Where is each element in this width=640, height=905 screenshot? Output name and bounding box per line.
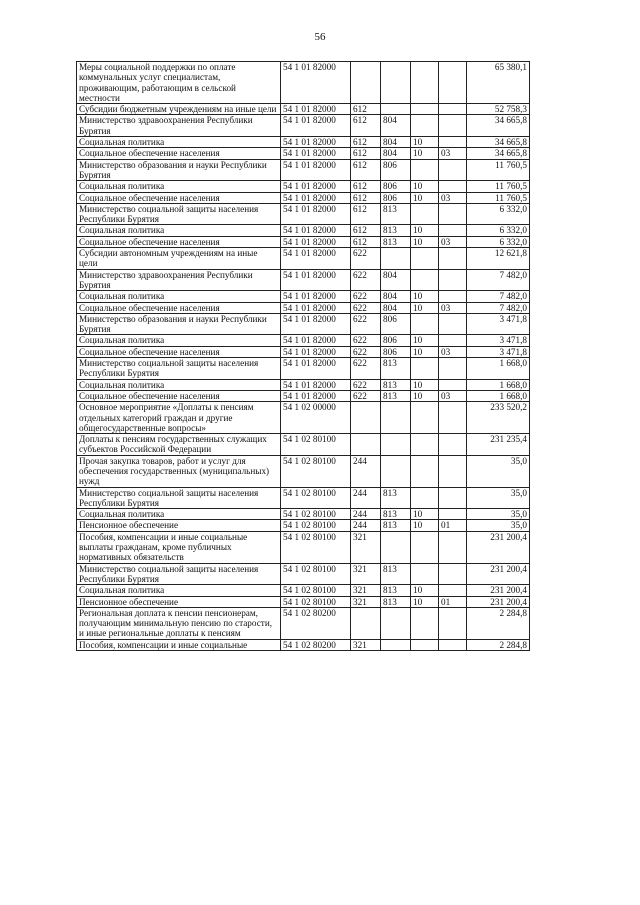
row-name-cell: Министерство здравоохранения Республики Бурятия <box>77 269 281 291</box>
row-ministry-code-cell: 804 <box>381 302 411 313</box>
row-name-cell: Министерство социальной защиты населения Республики Бурятия <box>77 563 281 585</box>
row-expense-type-cell: 244 <box>351 487 381 509</box>
row-target-code-cell: 54 1 01 82000 <box>281 137 351 148</box>
row-name-cell: Министерство социальной защиты населения Республики Бурятия <box>77 358 281 380</box>
row-amount-cell: 233 520,2 <box>467 402 530 434</box>
row-expense-type-cell: 612 <box>351 148 381 159</box>
row-subsection-cell: 01 <box>439 520 467 531</box>
row-name-cell: Меры социальной поддержки по оплате коммунальных услуг специалистам, проживающим, работающим в сельской местности <box>77 62 281 104</box>
row-amount-cell: 3 471,8 <box>467 346 530 357</box>
row-amount-cell: 11 760,5 <box>467 181 530 192</box>
row-ministry-code-cell: 806 <box>381 335 411 346</box>
row-section-cell <box>411 434 439 456</box>
row-amount-cell: 34 665,8 <box>467 115 530 137</box>
row-target-code-cell: 54 1 01 82000 <box>281 335 351 346</box>
table-row <box>77 531 530 563</box>
row-ministry-code-cell: 813 <box>381 487 411 509</box>
row-ministry-code-cell <box>381 531 411 563</box>
row-ministry-code-cell <box>381 248 411 270</box>
table-row <box>77 159 530 181</box>
row-subsection-cell <box>439 248 467 270</box>
row-target-code-cell: 54 1 01 82000 <box>281 291 351 302</box>
row-subsection-cell <box>439 104 467 115</box>
row-expense-type-cell: 612 <box>351 104 381 115</box>
row-amount-cell: 6 332,0 <box>467 236 530 247</box>
row-target-code-cell: 54 1 01 82000 <box>281 181 351 192</box>
row-name-cell: Социальная политика <box>77 291 281 302</box>
row-name-cell: Основное мероприятие «Доплаты к пенсиям отдельных категорий граждан и другие общегосударственные вопросы» <box>77 402 281 434</box>
row-name-cell: Социальное обеспечение населения <box>77 236 281 247</box>
row-name-cell: Субсидии автономным учреждениям на иные цели <box>77 248 281 270</box>
row-expense-type-cell: 612 <box>351 159 381 181</box>
row-name-cell: Социальная политика <box>77 181 281 192</box>
row-name-cell: Министерство социальной защиты населения Республики Бурятия <box>77 203 281 225</box>
row-section-cell <box>411 159 439 181</box>
row-section-cell <box>411 62 439 104</box>
row-target-code-cell: 54 1 01 82000 <box>281 115 351 137</box>
row-name-cell: Пособия, компенсации и иные социальные <box>77 639 281 650</box>
row-subsection-cell <box>439 509 467 520</box>
row-ministry-code-cell: 806 <box>381 159 411 181</box>
table-row <box>77 115 530 137</box>
row-subsection-cell <box>439 291 467 302</box>
row-section-cell: 10 <box>411 596 439 607</box>
row-amount-cell: 231 200,4 <box>467 596 530 607</box>
row-subsection-cell <box>439 137 467 148</box>
table-row <box>77 192 530 203</box>
row-expense-type-cell: 622 <box>351 335 381 346</box>
row-amount-cell: 6 332,0 <box>467 225 530 236</box>
row-target-code-cell: 54 1 01 82000 <box>281 346 351 357</box>
row-section-cell: 10 <box>411 346 439 357</box>
row-subsection-cell <box>439 585 467 596</box>
page-number: 56 <box>314 31 326 43</box>
row-ministry-code-cell <box>381 104 411 115</box>
row-ministry-code-cell: 804 <box>381 291 411 302</box>
table-row <box>77 269 530 291</box>
table-row <box>77 596 530 607</box>
row-section-cell: 10 <box>411 148 439 159</box>
table-row <box>77 335 530 346</box>
row-subsection-cell: 03 <box>439 236 467 247</box>
row-target-code-cell: 54 1 02 80100 <box>281 596 351 607</box>
row-subsection-cell <box>439 335 467 346</box>
row-subsection-cell: 01 <box>439 596 467 607</box>
row-amount-cell: 12 621,8 <box>467 248 530 270</box>
row-amount-cell: 2 284,8 <box>467 607 530 639</box>
row-section-cell <box>411 402 439 434</box>
row-subsection-cell <box>439 402 467 434</box>
table-row <box>77 236 530 247</box>
row-amount-cell: 6 332,0 <box>467 203 530 225</box>
table-row <box>77 203 530 225</box>
row-ministry-code-cell <box>381 455 411 487</box>
row-amount-cell: 2 284,8 <box>467 639 530 650</box>
row-ministry-code-cell: 806 <box>381 181 411 192</box>
row-amount-cell: 1 668,0 <box>467 358 530 380</box>
row-ministry-code-cell <box>381 639 411 650</box>
row-expense-type-cell <box>351 402 381 434</box>
row-section-cell <box>411 104 439 115</box>
row-amount-cell: 35,0 <box>467 520 530 531</box>
row-ministry-code-cell <box>381 607 411 639</box>
row-expense-type-cell: 612 <box>351 115 381 137</box>
table-row <box>77 181 530 192</box>
row-name-cell: Пенсионное обеспечение <box>77 596 281 607</box>
row-amount-cell: 35,0 <box>467 509 530 520</box>
row-name-cell: Социальная политика <box>77 585 281 596</box>
row-target-code-cell: 54 1 02 80100 <box>281 434 351 456</box>
row-target-code-cell: 54 1 02 80200 <box>281 607 351 639</box>
row-target-code-cell: 54 1 01 82000 <box>281 148 351 159</box>
row-ministry-code-cell: 804 <box>381 137 411 148</box>
row-subsection-cell <box>439 115 467 137</box>
table-row <box>77 225 530 236</box>
table-row <box>77 563 530 585</box>
row-name-cell: Прочая закупка товаров, работ и услуг для обеспечения государственных (муниципальных) нужд <box>77 455 281 487</box>
row-ministry-code-cell: 813 <box>381 225 411 236</box>
row-expense-type-cell: 612 <box>351 225 381 236</box>
row-expense-type-cell: 622 <box>351 302 381 313</box>
row-section-cell <box>411 607 439 639</box>
row-section-cell: 10 <box>411 236 439 247</box>
row-section-cell <box>411 313 439 335</box>
row-expense-type-cell: 622 <box>351 379 381 390</box>
table-row <box>77 137 530 148</box>
table-row <box>77 313 530 335</box>
row-amount-cell: 3 471,8 <box>467 313 530 335</box>
table-row <box>77 402 530 434</box>
row-section-cell <box>411 563 439 585</box>
row-amount-cell: 3 471,8 <box>467 335 530 346</box>
row-name-cell: Министерство образования и науки Республики Бурятия <box>77 313 281 335</box>
table-row <box>77 248 530 270</box>
row-name-cell: Региональная доплата к пенсии пенсионерам, получающим минимальную пенсию по старости, и иные региональные доплаты к пенсиям <box>77 607 281 639</box>
row-section-cell: 10 <box>411 585 439 596</box>
row-target-code-cell: 54 1 02 80100 <box>281 509 351 520</box>
row-expense-type-cell <box>351 62 381 104</box>
row-name-cell: Социальная политика <box>77 335 281 346</box>
row-section-cell: 10 <box>411 509 439 520</box>
row-section-cell <box>411 358 439 380</box>
row-name-cell: Социальное обеспечение населения <box>77 346 281 357</box>
table-row <box>77 62 530 104</box>
row-expense-type-cell: 622 <box>351 313 381 335</box>
row-subsection-cell <box>439 313 467 335</box>
row-expense-type-cell: 612 <box>351 203 381 225</box>
row-subsection-cell <box>439 62 467 104</box>
row-expense-type-cell: 321 <box>351 585 381 596</box>
table-row <box>77 302 530 313</box>
row-section-cell: 10 <box>411 291 439 302</box>
row-target-code-cell: 54 1 02 80100 <box>281 455 351 487</box>
budget-table <box>76 61 530 651</box>
row-expense-type-cell: 612 <box>351 181 381 192</box>
row-section-cell: 10 <box>411 137 439 148</box>
row-target-code-cell: 54 1 02 80100 <box>281 520 351 531</box>
row-ministry-code-cell: 804 <box>381 269 411 291</box>
row-name-cell: Социальное обеспечение населения <box>77 192 281 203</box>
row-target-code-cell: 54 1 02 80100 <box>281 585 351 596</box>
row-target-code-cell: 54 1 01 82000 <box>281 62 351 104</box>
row-section-cell: 10 <box>411 379 439 390</box>
row-ministry-code-cell: 813 <box>381 596 411 607</box>
table-row <box>77 358 530 380</box>
row-target-code-cell: 54 1 01 82000 <box>281 104 351 115</box>
row-target-code-cell: 54 1 01 82000 <box>281 159 351 181</box>
row-target-code-cell: 54 1 02 80100 <box>281 487 351 509</box>
row-amount-cell: 7 482,0 <box>467 302 530 313</box>
row-name-cell: Социальное обеспечение населения <box>77 302 281 313</box>
table-row <box>77 390 530 401</box>
row-section-cell: 10 <box>411 390 439 401</box>
row-section-cell: 10 <box>411 192 439 203</box>
row-subsection-cell <box>439 358 467 380</box>
row-ministry-code-cell <box>381 434 411 456</box>
row-name-cell: Социальная политика <box>77 225 281 236</box>
row-ministry-code-cell: 813 <box>381 358 411 380</box>
row-target-code-cell: 54 1 01 82000 <box>281 248 351 270</box>
row-amount-cell: 1 668,0 <box>467 379 530 390</box>
row-expense-type-cell: 622 <box>351 358 381 380</box>
row-subsection-cell: 03 <box>439 346 467 357</box>
row-amount-cell: 11 760,5 <box>467 192 530 203</box>
row-amount-cell: 1 668,0 <box>467 390 530 401</box>
row-target-code-cell: 54 1 01 82000 <box>281 390 351 401</box>
row-ministry-code-cell: 813 <box>381 520 411 531</box>
row-subsection-cell: 03 <box>439 390 467 401</box>
row-expense-type-cell: 622 <box>351 269 381 291</box>
row-ministry-code-cell: 806 <box>381 346 411 357</box>
row-ministry-code-cell: 813 <box>381 390 411 401</box>
row-subsection-cell <box>439 159 467 181</box>
row-expense-type-cell: 321 <box>351 596 381 607</box>
row-subsection-cell <box>439 225 467 236</box>
row-section-cell: 10 <box>411 520 439 531</box>
row-expense-type-cell <box>351 607 381 639</box>
table-row <box>77 509 530 520</box>
row-section-cell <box>411 203 439 225</box>
row-subsection-cell <box>439 269 467 291</box>
table-row <box>77 455 530 487</box>
row-target-code-cell: 54 1 01 82000 <box>281 358 351 380</box>
row-section-cell <box>411 269 439 291</box>
row-target-code-cell: 54 1 01 82000 <box>281 203 351 225</box>
row-target-code-cell: 54 1 01 82000 <box>281 302 351 313</box>
row-section-cell <box>411 455 439 487</box>
row-ministry-code-cell: 813 <box>381 236 411 247</box>
row-expense-type-cell: 321 <box>351 639 381 650</box>
row-amount-cell: 231 200,4 <box>467 585 530 596</box>
row-target-code-cell: 54 1 01 82000 <box>281 236 351 247</box>
row-ministry-code-cell: 804 <box>381 148 411 159</box>
row-ministry-code-cell <box>381 402 411 434</box>
row-target-code-cell: 54 1 01 82000 <box>281 192 351 203</box>
row-subsection-cell <box>439 639 467 650</box>
row-section-cell <box>411 487 439 509</box>
row-expense-type-cell: 244 <box>351 455 381 487</box>
row-expense-type-cell: 612 <box>351 236 381 247</box>
row-expense-type-cell: 612 <box>351 137 381 148</box>
table-row <box>77 104 530 115</box>
row-subsection-cell <box>439 563 467 585</box>
table-row <box>77 434 530 456</box>
table-row <box>77 148 530 159</box>
row-target-code-cell: 54 1 01 82000 <box>281 379 351 390</box>
row-ministry-code-cell: 813 <box>381 509 411 520</box>
row-subsection-cell <box>439 531 467 563</box>
row-amount-cell: 34 665,8 <box>467 137 530 148</box>
row-expense-type-cell: 622 <box>351 390 381 401</box>
row-ministry-code-cell: 806 <box>381 192 411 203</box>
row-name-cell: Социальная политика <box>77 137 281 148</box>
row-expense-type-cell: 321 <box>351 563 381 585</box>
row-expense-type-cell: 612 <box>351 192 381 203</box>
row-expense-type-cell: 622 <box>351 346 381 357</box>
row-expense-type-cell: 622 <box>351 248 381 270</box>
row-target-code-cell: 54 1 02 80200 <box>281 639 351 650</box>
row-subsection-cell <box>439 181 467 192</box>
row-expense-type-cell: 244 <box>351 520 381 531</box>
row-name-cell: Социальное обеспечение населения <box>77 148 281 159</box>
row-ministry-code-cell: 813 <box>381 379 411 390</box>
row-section-cell <box>411 248 439 270</box>
row-name-cell: Социальная политика <box>77 379 281 390</box>
row-section-cell <box>411 639 439 650</box>
row-name-cell: Министерство социальной защиты населения Республики Бурятия <box>77 487 281 509</box>
row-target-code-cell: 54 1 01 82000 <box>281 225 351 236</box>
budget-table-body <box>77 62 530 651</box>
table-row <box>77 639 530 650</box>
row-name-cell: Социальное обеспечение населения <box>77 390 281 401</box>
row-subsection-cell: 03 <box>439 148 467 159</box>
row-section-cell: 10 <box>411 181 439 192</box>
table-row <box>77 379 530 390</box>
row-target-code-cell: 54 1 01 82000 <box>281 313 351 335</box>
row-expense-type-cell <box>351 434 381 456</box>
table-row <box>77 346 530 357</box>
row-amount-cell: 11 760,5 <box>467 159 530 181</box>
row-ministry-code-cell: 804 <box>381 115 411 137</box>
row-subsection-cell: 03 <box>439 302 467 313</box>
row-amount-cell: 52 758,3 <box>467 104 530 115</box>
row-amount-cell: 35,0 <box>467 487 530 509</box>
row-amount-cell: 231 235,4 <box>467 434 530 456</box>
row-subsection-cell <box>439 434 467 456</box>
row-amount-cell: 35,0 <box>467 455 530 487</box>
row-target-code-cell: 54 1 01 82000 <box>281 269 351 291</box>
row-amount-cell: 34 665,8 <box>467 148 530 159</box>
row-target-code-cell: 54 1 02 00000 <box>281 402 351 434</box>
row-subsection-cell <box>439 607 467 639</box>
row-section-cell: 10 <box>411 335 439 346</box>
row-section-cell <box>411 531 439 563</box>
row-amount-cell: 7 482,0 <box>467 291 530 302</box>
row-ministry-code-cell: 813 <box>381 585 411 596</box>
row-ministry-code-cell: 813 <box>381 563 411 585</box>
row-name-cell: Доплаты к пенсиям государственных служащих субъектов Российской Федерации <box>77 434 281 456</box>
table-row <box>77 585 530 596</box>
table-row <box>77 291 530 302</box>
row-name-cell: Министерство образования и науки Республики Бурятия <box>77 159 281 181</box>
row-target-code-cell: 54 1 02 80100 <box>281 531 351 563</box>
row-name-cell: Пособия, компенсации и иные социальные выплаты гражданам, кроме публичных нормативных обязательств <box>77 531 281 563</box>
row-section-cell: 10 <box>411 225 439 236</box>
row-amount-cell: 231 200,4 <box>467 531 530 563</box>
row-expense-type-cell: 244 <box>351 509 381 520</box>
row-target-code-cell: 54 1 02 80100 <box>281 563 351 585</box>
row-subsection-cell <box>439 379 467 390</box>
row-expense-type-cell: 321 <box>351 531 381 563</box>
row-name-cell: Пенсионное обеспечение <box>77 520 281 531</box>
row-name-cell: Социальная политика <box>77 509 281 520</box>
table-row <box>77 487 530 509</box>
table-row <box>77 607 530 639</box>
row-ministry-code-cell <box>381 62 411 104</box>
row-subsection-cell: 03 <box>439 192 467 203</box>
row-subsection-cell <box>439 203 467 225</box>
row-amount-cell: 231 200,4 <box>467 563 530 585</box>
row-section-cell <box>411 115 439 137</box>
row-name-cell: Министерство здравоохранения Республики Бурятия <box>77 115 281 137</box>
row-name-cell: Субсидии бюджетным учреждениям на иные цели <box>77 104 281 115</box>
row-expense-type-cell: 622 <box>351 291 381 302</box>
row-amount-cell: 65 380,1 <box>467 62 530 104</box>
table-row <box>77 520 530 531</box>
row-subsection-cell <box>439 455 467 487</box>
row-subsection-cell <box>439 487 467 509</box>
row-amount-cell: 7 482,0 <box>467 269 530 291</box>
row-ministry-code-cell: 813 <box>381 203 411 225</box>
row-section-cell: 10 <box>411 302 439 313</box>
row-ministry-code-cell: 806 <box>381 313 411 335</box>
